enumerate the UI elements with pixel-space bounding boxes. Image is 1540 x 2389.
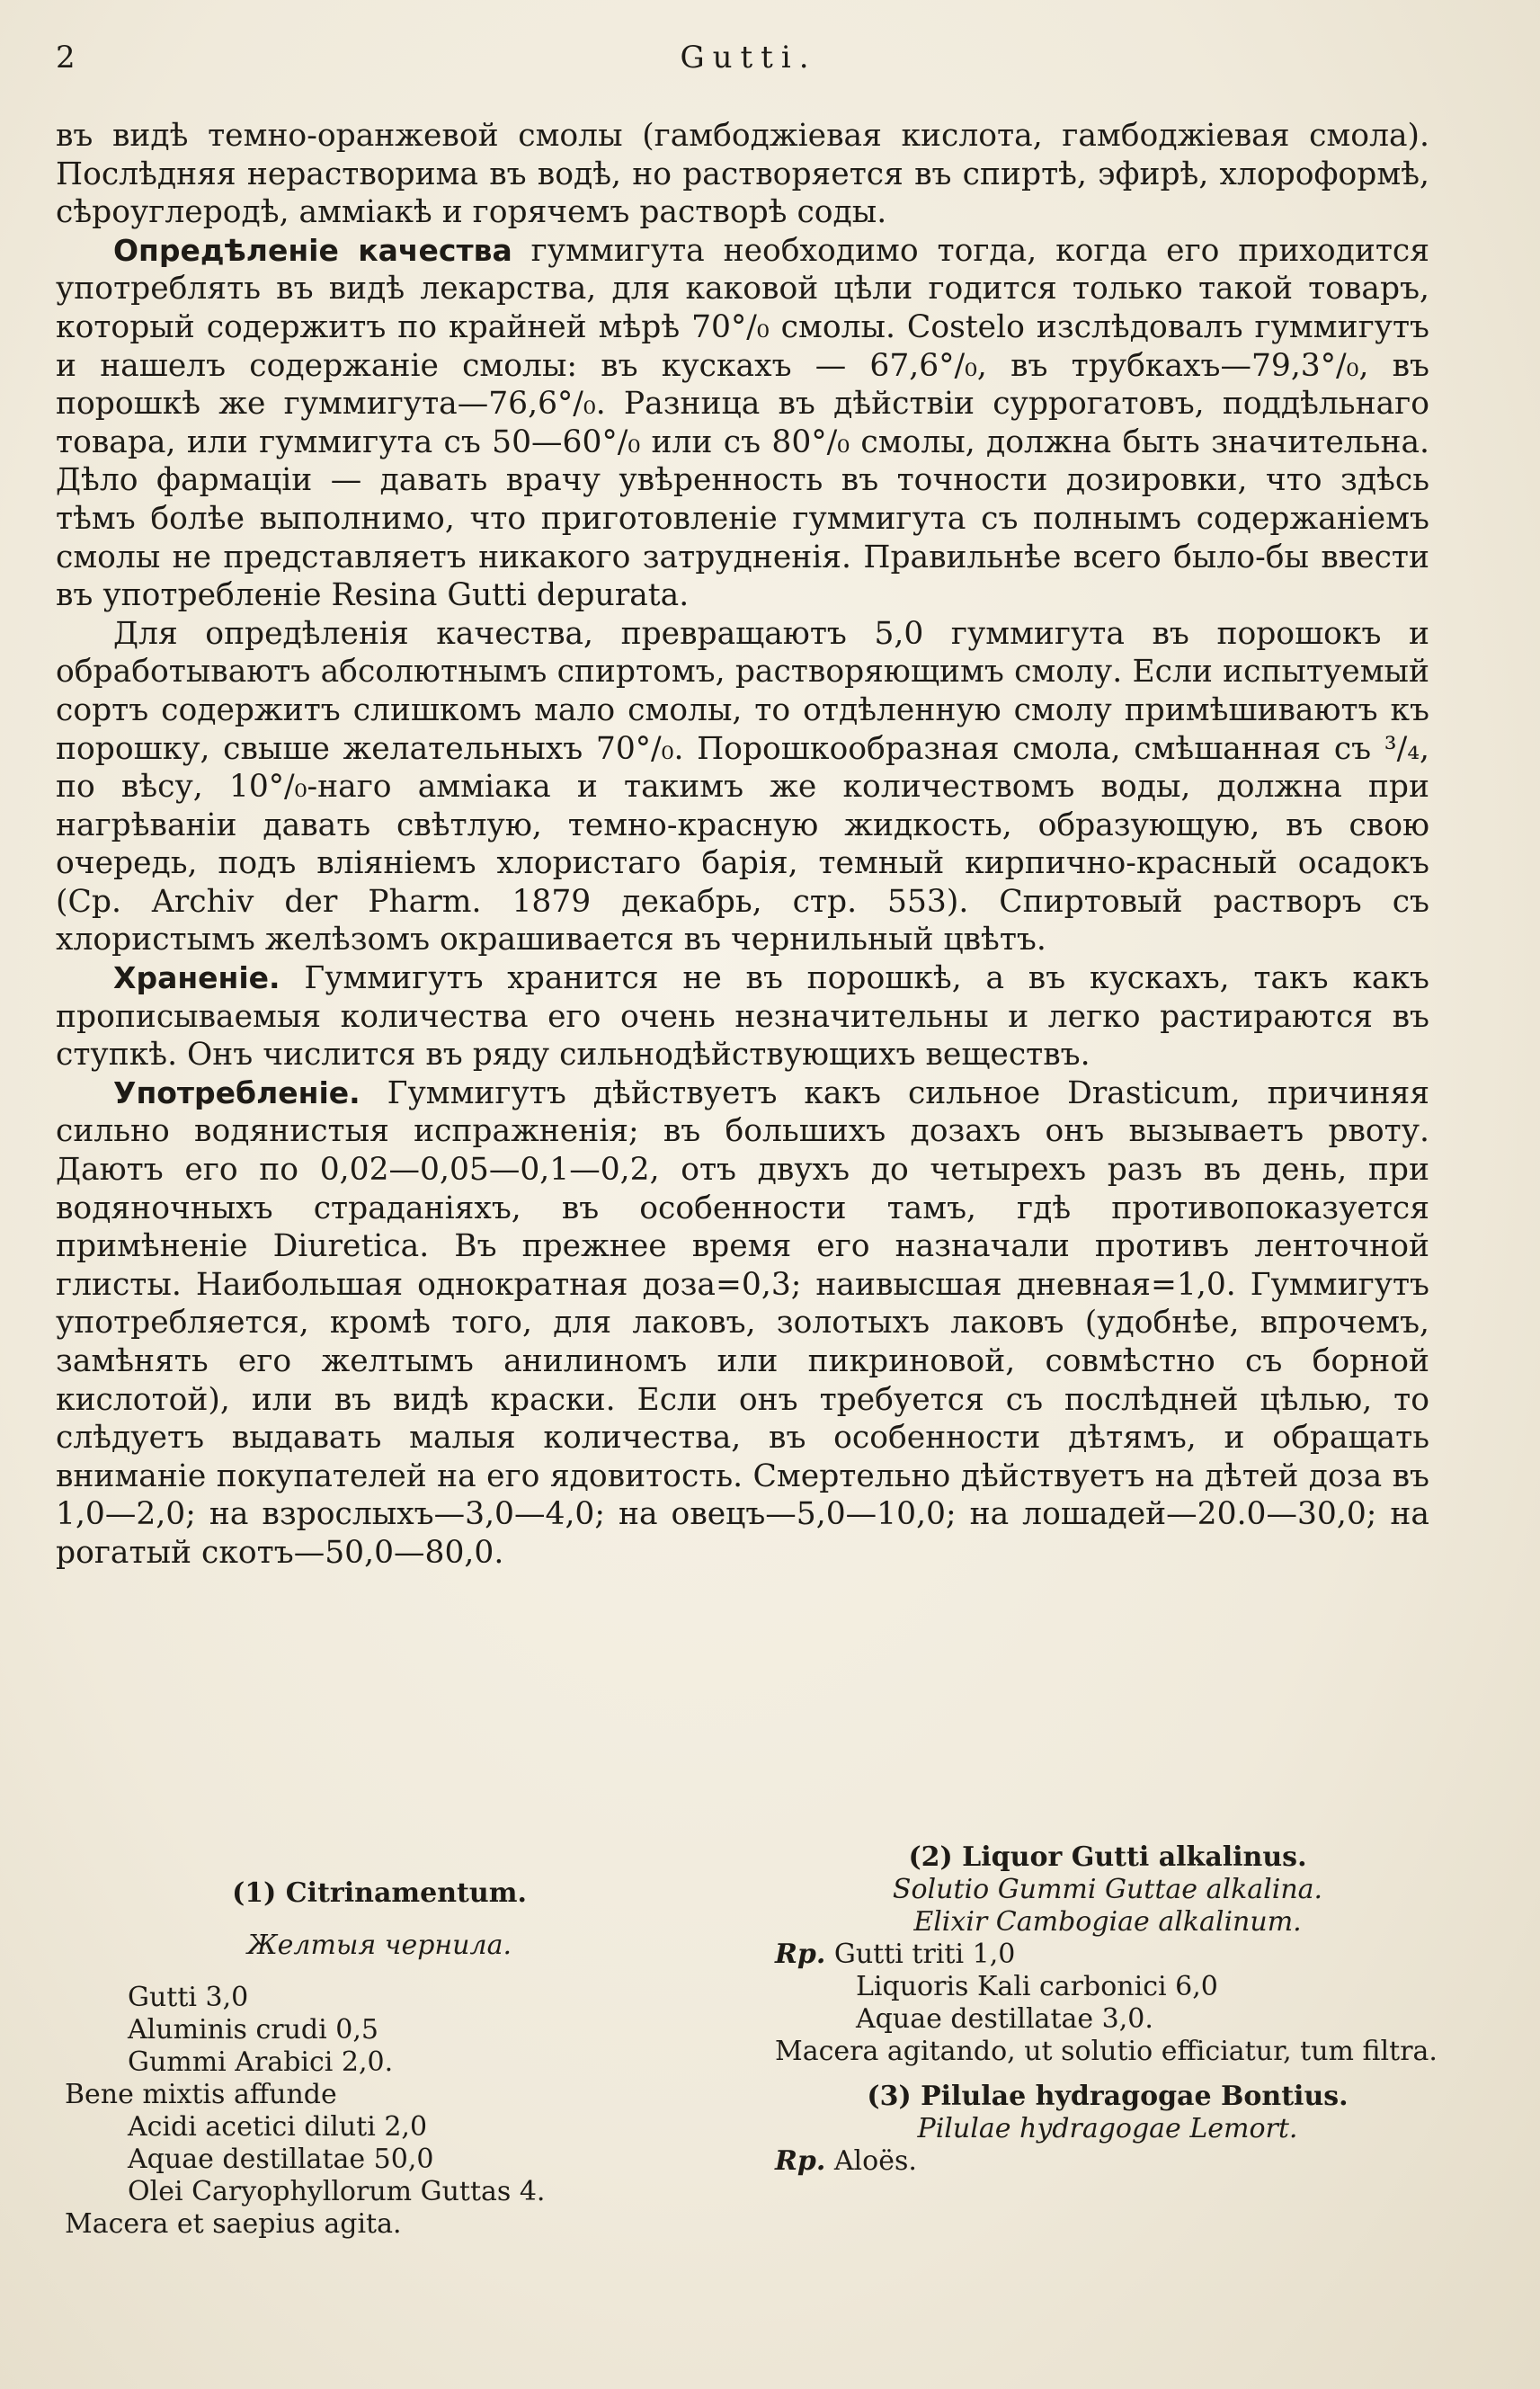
usage-text: Гуммигутъ дѣйствуетъ какъ сильное Drasticum, причиняя сильно водянистыя испражненія; въ большихъ дозахъ онъ вызываетъ рвоту. Даютъ его по 0,02—0,05—0,1—0,2, отъ двухъ до четырехъ разъ въ день, при водяночныхъ страданіяхъ, въ особенности тамъ, гдѣ противопоказуется примѣненіе Diuretica. Въ прежнее время его назначали противъ ленточной глисты. Наибольшая однократная доза=0,3; наивысшая дневная=1,0. Гуммигутъ употребляется, кромѣ того, для лаковъ, золотыхъ лаковъ (удобнѣе, впрочемъ, замѣнять его желтымъ анилиномъ или пикриновой, совмѣстно съ борной кислотой), или въ видѣ краски. Если онъ требуется съ послѣдней цѣлью, то слѣдуетъ выдавать малыя количества, въ особенности дѣтямъ, и обращать вниманіе покупателей на его ядовитость. Смертельно дѣйствуетъ на дѣтей доза въ 1,0—2,0; на взрослыхъ—3,0—4,0; на овецъ—5,0—10,0; на лошадей—20.0—30,0; на рогатый скотъ—50,0—80,0. (56, 1074, 1429, 1571)
page-header (56, 34, 1441, 88)
recipe-title: (2) Liquor Gutti alkalinus. (908, 1841, 1307, 1873)
recipe-subtitle: Pilulae hydragogae Lemort. (917, 2113, 1298, 2144)
recipe-line: Bene mixtis affunde (65, 2079, 337, 2110)
recipe-ingredient: Gutti triti 1,0 (825, 1939, 1016, 1970)
storage-heading: Храненіе. (113, 960, 280, 996)
recipe-title-pilulae: (3) Pilulae hydragogae Bontius. (867, 2081, 1349, 2112)
usage-heading: Употребленіе. (113, 1074, 361, 1110)
recipe-line (775, 2145, 1440, 2178)
quality-text: гуммигута необходимо тогда, когда его приходится употреблять въ видѣ лекарства, для каковой цѣли годится только такой товаръ, который содержитъ по крайней мѣрѣ 70°/₀ смолы. Costelo изслѣдовалъ гуммигутъ и нашелъ содержаніе смолы: въ кускахъ — 67,6°/₀, въ трубкахъ—79,3°/₀, въ порошкѣ же гуммигута—76,6°/₀. Разница въ дѣйствіи суррогатовъ, поддѣльнаго товара, или гуммигута съ 50—60°/₀ или съ 80°/₀ смолы, должна быть значительна. Дѣло фармаціи — давать врачу увѣренность въ точности дозировки, что здѣсь тѣмъ болѣе выполнимо, что приготовленіе гуммигута съ полнымъ содержаніемъ смолы не представляетъ никакого затрудненія. Правильнѣе всего было-бы ввести въ употребленіе Resina Gutti depurata. (56, 232, 1430, 614)
recipe-line: Acidi acetici diluti 2,0 (128, 2111, 428, 2143)
recipe-line: Aquae destillatae 50,0 (128, 2144, 434, 2175)
main-text (56, 117, 1429, 1573)
recipe-ingredient: Aloës. (825, 2145, 917, 2177)
recipe-citrinamentum (65, 1877, 694, 2241)
recipe-line: Aquae destillatae 3,0. (856, 2003, 1153, 2035)
page-number: 2 (56, 40, 76, 76)
recipe-symbol: Rp. (775, 2145, 826, 2177)
storage-text: Гуммигутъ хранится не въ порошкѣ, а въ кускахъ, такъ какъ прописываемыя количества его очень незначительны и легко растираются въ ступкѣ. Онъ числится въ ряду сильнодѣйствующихъ веществъ. (56, 960, 1429, 1074)
recipes-section (56, 1841, 1438, 2345)
recipe-line: Gummi Arabici 2,0. (128, 2046, 394, 2078)
recipe-subtitle: Elixir Cambogiae alkalinum. (913, 1906, 1302, 1938)
quality-heading: Опредѣленіе качества (113, 232, 512, 268)
recipe-line (775, 1939, 1440, 1971)
running-title: Gutti. (680, 40, 817, 76)
recipe-subtitle: Желтыя чернила. (246, 1930, 512, 1961)
recipe-line: Macera et saepius agita. (65, 2208, 402, 2240)
paragraph-quality-method: Для опредѣленія качества, превращаютъ 5,0 гуммигута въ порошокъ и обработываютъ абсолютнымъ спиртомъ, растворяющимъ смолу. Если испытуемый сортъ содержитъ слишкомъ мало смолы, то отдѣленную смолу примѣшиваютъ къ порошку, свыше желательныхъ 70°/₀. Порошкообразная смола, смѣшанная съ ³/₄, по вѣсу, 10°/₀-наго амміака и такимъ же количествомъ воды, должна при нагрѣваніи давать свѣтлую, темно-красную жидкость, образующую, въ свою очередь, подъ вліяніемъ хлористаго барія, темный кирпично-красный осадокъ (Ср. Archiv der Pharm. 1879 декабрь, стр. 553). Спиртовый растворъ съ хлористымъ желѣзомъ окрашивается въ чернильный цвѣтъ. (56, 615, 1429, 958)
recipe-subtitle: Solutio Gummi Guttae alkalina. (892, 1874, 1323, 1905)
recipe-line: Olei Caryophyllorum Guttas 4. (128, 2176, 546, 2207)
recipe-liquor-gutti (775, 1841, 1440, 2178)
paragraph-quality (56, 232, 1429, 615)
recipe-line: Aluminis crudi 0,5 (128, 2014, 378, 2046)
paragraph-resin: въ видѣ темно-оранжевой смолы (гамбоджіевая кислота, гамбоджіевая смола). Послѣдняя нерастворима въ водѣ, но растворяется въ спиртѣ, эфирѣ, хлороформѣ, сѣроуглеродѣ, амміакѣ и горячемъ растворѣ соды. (56, 118, 1429, 231)
recipe-line: Gutti 3,0 (128, 1982, 249, 2013)
paragraph-usage (56, 1074, 1429, 1573)
recipe-line: Liquoris Kali carbonici 6,0 (856, 1971, 1218, 2002)
paragraph-storage (56, 959, 1429, 1074)
recipe-title: (1) Citrinamentum. (232, 1877, 527, 1909)
recipe-symbol: Rp. (775, 1939, 826, 1970)
recipe-line: Macera agitando, ut solutio efficiatur, tum filtra. (775, 2036, 1438, 2067)
